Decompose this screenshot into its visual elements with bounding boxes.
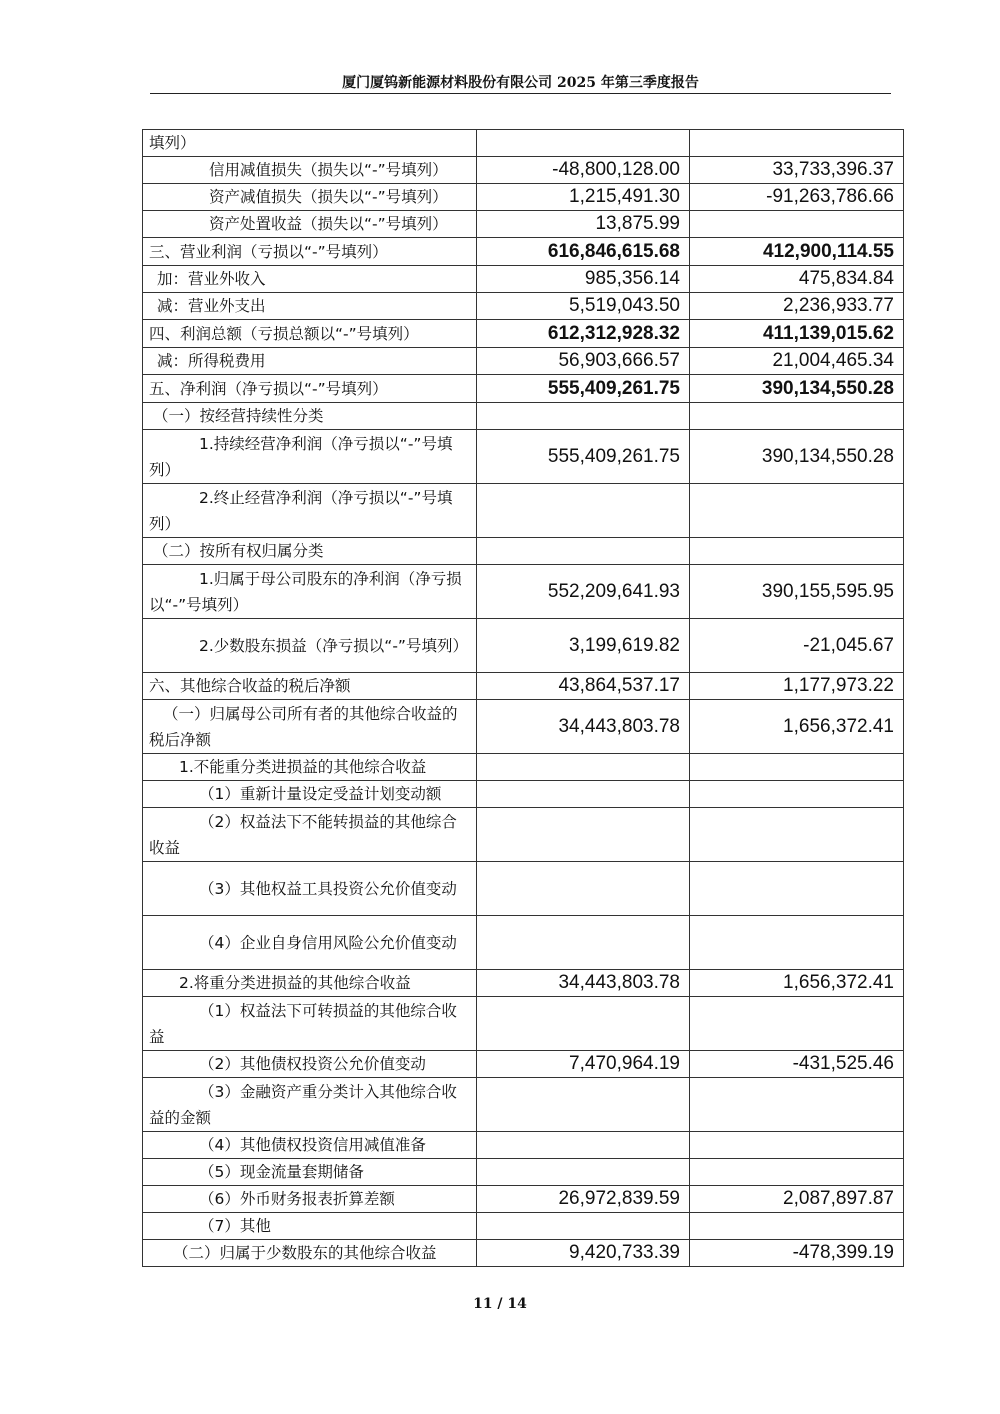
page-number: 11 / 14 xyxy=(473,1296,527,1312)
row-label: 资产处置收益（损失以“-”号填列） xyxy=(143,211,477,238)
prior-period-value xyxy=(690,538,904,565)
prior-period-value xyxy=(690,862,904,916)
prior-period-value xyxy=(690,808,904,862)
prior-period-value: 390,134,550.28 xyxy=(690,375,904,403)
current-period-value: 13,875.99 xyxy=(477,211,690,238)
report-header: 厦门厦钨新能源材料股份有限公司 2025 年第三季度报告 xyxy=(342,75,699,91)
table-row xyxy=(143,862,904,916)
prior-period-value: -21,045.67 xyxy=(690,619,904,673)
current-period-value: -48,800,128.00 xyxy=(477,157,690,184)
prior-period-value xyxy=(690,1159,904,1186)
table-row xyxy=(143,320,904,348)
row-label: 2.终止经营净利润（净亏损以“-”号填列） xyxy=(143,484,477,538)
current-period-value: 552,209,641.93 xyxy=(477,565,690,619)
prior-period-value: -431,525.46 xyxy=(690,1051,904,1078)
row-label: （1）重新计量设定受益计划变动额 xyxy=(143,781,477,808)
prior-period-value xyxy=(690,916,904,970)
table-row xyxy=(143,1132,904,1159)
table-row xyxy=(143,266,904,293)
prior-period-value xyxy=(690,1213,904,1240)
table-row xyxy=(143,781,904,808)
current-period-value xyxy=(477,916,690,970)
current-period-value: 616,846,615.68 xyxy=(477,238,690,266)
table-row xyxy=(143,997,904,1051)
table-row xyxy=(143,238,904,266)
prior-period-value: 33,733,396.37 xyxy=(690,157,904,184)
prior-period-value: 475,834.84 xyxy=(690,266,904,293)
prior-period-value: -91,263,786.66 xyxy=(690,184,904,211)
table-row xyxy=(143,1159,904,1186)
table-row xyxy=(143,538,904,565)
current-period-value: 5,519,043.50 xyxy=(477,293,690,320)
table-row xyxy=(143,375,904,403)
row-label: （二）按所有权归属分类 xyxy=(143,538,477,565)
row-label: 减：所得税费用 xyxy=(143,348,477,375)
row-label: 1.持续经营净利润（净亏损以“-”号填列） xyxy=(143,430,477,484)
current-period-value: 612,312,928.32 xyxy=(477,320,690,348)
prior-period-value: -478,399.19 xyxy=(690,1240,904,1267)
current-period-value: 34,443,803.78 xyxy=(477,700,690,754)
table-row xyxy=(143,184,904,211)
prior-period-value xyxy=(690,1078,904,1132)
table-row xyxy=(143,157,904,184)
header-rule xyxy=(150,93,891,94)
prior-period-value: 412,900,114.55 xyxy=(690,238,904,266)
current-period-value xyxy=(477,754,690,781)
prior-period-value xyxy=(690,1132,904,1159)
row-label: 减：营业外支出 xyxy=(143,293,477,320)
table-row xyxy=(143,293,904,320)
row-label: （4）其他债权投资信用减值准备 xyxy=(143,1132,477,1159)
prior-period-value xyxy=(690,997,904,1051)
row-label: （二）归属于少数股东的其他综合收益 xyxy=(143,1240,477,1267)
row-label: 填列） xyxy=(143,130,477,157)
row-label: 1.不能重分类进损益的其他综合收益 xyxy=(143,754,477,781)
current-period-value: 555,409,261.75 xyxy=(477,430,690,484)
current-period-value xyxy=(477,808,690,862)
row-label: 三、营业利润（亏损以“-”号填列） xyxy=(143,238,477,266)
row-label: （一）归属母公司所有者的其他综合收益的税后净额 xyxy=(143,700,477,754)
row-label: 资产减值损失（损失以“-”号填列） xyxy=(143,184,477,211)
table-row xyxy=(143,673,904,700)
current-period-value: 1,215,491.30 xyxy=(477,184,690,211)
table-row xyxy=(143,130,904,157)
current-period-value: 555,409,261.75 xyxy=(477,375,690,403)
row-label: （3）金融资产重分类计入其他综合收益的金额 xyxy=(143,1078,477,1132)
prior-period-value: 1,656,372.41 xyxy=(690,970,904,997)
row-label: （2）权益法下不能转损益的其他综合收益 xyxy=(143,808,477,862)
table-row xyxy=(143,348,904,375)
row-label: 六、其他综合收益的税后净额 xyxy=(143,673,477,700)
prior-period-value xyxy=(690,754,904,781)
current-period-value: 56,903,666.57 xyxy=(477,348,690,375)
table-row xyxy=(143,619,904,673)
current-period-value xyxy=(477,484,690,538)
table-row xyxy=(143,754,904,781)
current-period-value xyxy=(477,1132,690,1159)
prior-period-value: 2,087,897.87 xyxy=(690,1186,904,1213)
current-period-value: 43,864,537.17 xyxy=(477,673,690,700)
table-row xyxy=(143,211,904,238)
row-label: 四、利润总额（亏损总额以“-”号填列） xyxy=(143,320,477,348)
table-row xyxy=(143,970,904,997)
row-label: （5）现金流量套期储备 xyxy=(143,1159,477,1186)
table-row xyxy=(143,1240,904,1267)
table-row xyxy=(143,565,904,619)
prior-period-value xyxy=(690,403,904,430)
prior-period-value xyxy=(690,484,904,538)
current-period-value xyxy=(477,1078,690,1132)
row-label: （一）按经营持续性分类 xyxy=(143,403,477,430)
current-period-value: 7,470,964.19 xyxy=(477,1051,690,1078)
table-row xyxy=(143,916,904,970)
current-period-value: 34,443,803.78 xyxy=(477,970,690,997)
prior-period-value xyxy=(690,211,904,238)
row-label: （6）外币财务报表折算差额 xyxy=(143,1186,477,1213)
row-label: （7）其他 xyxy=(143,1213,477,1240)
prior-period-value xyxy=(690,130,904,157)
row-label: 信用减值损失（损失以“-”号填列） xyxy=(143,157,477,184)
current-period-value xyxy=(477,1213,690,1240)
prior-period-value: 21,004,465.34 xyxy=(690,348,904,375)
table-row xyxy=(143,484,904,538)
current-period-value xyxy=(477,997,690,1051)
table-row xyxy=(143,1051,904,1078)
row-label: 加：营业外收入 xyxy=(143,266,477,293)
table-row xyxy=(143,808,904,862)
current-period-value xyxy=(477,403,690,430)
table-row xyxy=(143,700,904,754)
prior-period-value xyxy=(690,781,904,808)
current-period-value xyxy=(477,862,690,916)
row-label: （4）企业自身信用风险公允价值变动 xyxy=(143,916,477,970)
table-row xyxy=(143,403,904,430)
current-period-value: 3,199,619.82 xyxy=(477,619,690,673)
row-label: 1.归属于母公司股东的净利润（净亏损以“-”号填列） xyxy=(143,565,477,619)
prior-period-value: 390,134,550.28 xyxy=(690,430,904,484)
table-row xyxy=(143,1078,904,1132)
row-label: （2）其他债权投资公允价值变动 xyxy=(143,1051,477,1078)
table-row xyxy=(143,1213,904,1240)
current-period-value: 26,972,839.59 xyxy=(477,1186,690,1213)
row-label: 2.将重分类进损益的其他综合收益 xyxy=(143,970,477,997)
current-period-value: 9,420,733.39 xyxy=(477,1240,690,1267)
prior-period-value: 411,139,015.62 xyxy=(690,320,904,348)
current-period-value xyxy=(477,1159,690,1186)
current-period-value xyxy=(477,130,690,157)
table-row xyxy=(143,1186,904,1213)
current-period-value: 985,356.14 xyxy=(477,266,690,293)
table-row xyxy=(143,430,904,484)
row-label: 2.少数股东损益（净亏损以“-”号填列） xyxy=(143,619,477,673)
current-period-value xyxy=(477,538,690,565)
prior-period-value: 390,155,595.95 xyxy=(690,565,904,619)
prior-period-value: 1,177,973.22 xyxy=(690,673,904,700)
prior-period-value: 2,236,933.77 xyxy=(690,293,904,320)
row-label: 五、净利润（净亏损以“-”号填列） xyxy=(143,375,477,403)
prior-period-value: 1,656,372.41 xyxy=(690,700,904,754)
current-period-value xyxy=(477,781,690,808)
income-statement-table xyxy=(142,129,904,1267)
row-label: （3）其他权益工具投资公允价值变动 xyxy=(143,862,477,916)
row-label: （1）权益法下可转损益的其他综合收益 xyxy=(143,997,477,1051)
